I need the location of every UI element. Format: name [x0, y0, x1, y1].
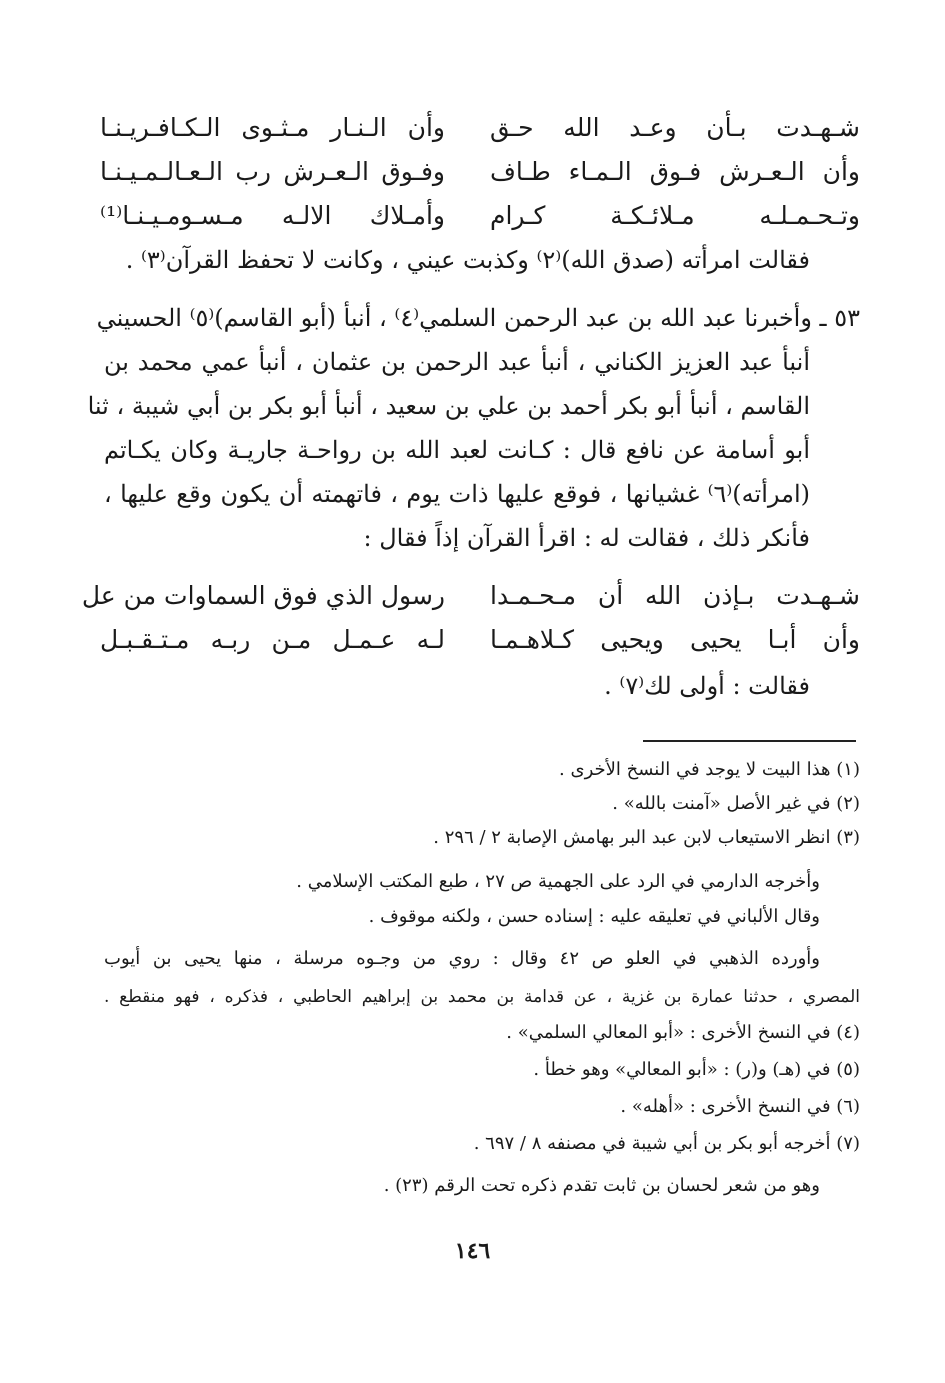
verse-right-hemistich: شـهـدت بـإذن الله أن مـحـمـدا — [490, 581, 860, 610]
narration-line: (امرأته)⁽٦⁾ غشيانها ، فوقع عليها ذات يوم ، فاتهمته أن يكون وقع عليها ، — [104, 480, 810, 508]
footnote-line: وأخرجه الدارمي في الرد على الجهمية ص ٢٧ ، طبع المكتب الإسلامي . — [296, 871, 820, 892]
footnote-line: (٤) في النسخ الأخرى : «أبو المعالي السلمي» . — [506, 1022, 860, 1043]
verse-left-hemistich: وأن الـنـار مـثـوى الـكـافـريـنـا — [100, 113, 445, 142]
footnote-line: (٥) في (هـ) و(ر) : «أبو المعالي» وهو خطأ . — [533, 1059, 860, 1080]
verse-right-hemistich: وأن أبـا يحيى ويحيى كـلاهـمـا — [490, 625, 860, 654]
footnote-line: (٧) أخرجه أبو بكر بن أبي شيبة في مصنفه ٨ / ٦٩٧ . — [473, 1133, 860, 1154]
verse-left-hemistich: لـه عـمـل مـن ربـه مـتـقـبـل — [100, 625, 445, 654]
narration-line: فأنكر ذلك ، فقالت له : اقرأ القرآن إذاً فقال : — [363, 524, 810, 552]
prose-line: فقالت : أولى لك⁽٧⁾ . — [604, 672, 810, 700]
footnote-line: وهو من شعر لحسان بن ثابت تقدم ذكره تحت الرقم (٢٣) . — [383, 1175, 820, 1196]
verse-left-hemistich: وأمـلاك الالـه مـسـومـيـنـا⁽¹⁾ — [100, 201, 445, 230]
page-number: ١٤٦ — [454, 1238, 491, 1264]
verse-right-hemistich: وأن الـعـرش فـوق الـمـاء طـاف — [490, 157, 860, 186]
footnote-line: وقال الألباني في تعليقه عليه : إسناده حسن ، ولكنه موقوف . — [368, 906, 820, 927]
verse-row — [100, 620, 860, 664]
poem-block-1 — [100, 108, 860, 240]
verse-right-hemistich: شـهـدت بـأن وعـد الله حـق — [490, 113, 860, 142]
verse-row — [100, 152, 860, 196]
poem-block-2 — [81, 576, 860, 664]
footnote-line: (٢) في غير الأصل «آمنت بالله» . — [612, 793, 860, 814]
verse-row — [81, 576, 860, 620]
prose-line: فقالت امرأته (صدق الله)⁽٢⁾ وكذبت عيني ، وكانت لا تحفظ القرآن⁽٣⁾ . — [125, 246, 810, 274]
footnote-line: (٦) في النسخ الأخرى : «أهله» . — [620, 1096, 860, 1117]
verse-row — [100, 108, 860, 152]
verse-left-hemistich: رسول الذي فوق السماوات من عل — [81, 581, 445, 610]
footnote-line: (٣) انظر الاستيعاب لابن عبد البر بهامش الإصابة ٢ / ٢٩٦ . — [433, 827, 860, 848]
verse-row — [100, 196, 860, 240]
narration-line: القاسم ، أنبأ أبو بكر أحمد بن علي بن سعيد ، أنبأ أبو بكر بن أبي شيبة ، ثنا — [87, 392, 810, 420]
footnote-separator — [643, 740, 856, 742]
footnote-line: المصري ، حدثنا عمارة بن غزية ، عن قدامة بن محمد بن إبراهيم الحاطبي ، فذكره ، فهو منقطع . — [104, 987, 860, 1007]
footnote-line: (١) هذا البيت لا يوجد في النسخ الأخرى . — [559, 759, 860, 780]
narration-line: أبو أسامة عن نافع قال : كـانت لعبد الله بن رواحـة جاريـة وكان يكـاتم — [104, 436, 811, 464]
verse-right-hemistich: وتـحـمـلـه مـلائـكـة كـرام — [490, 201, 860, 230]
footnote-line: وأورده الذهبي في العلو ص ٤٢ وقال : روي من وجـوه مرسلة ، منها يحيى بن أيوب — [104, 948, 820, 969]
narration-line: أنبأ عبد العزيز الكناني ، أنبأ عبد الرحمن بن عثمان ، أنبأ عمي محمد بن — [104, 348, 810, 376]
narration-line: ٥٣ ـ وأخبرنا عبد الله بن عبد الرحمن السلمي⁽٤⁾ ، أنبأ (أبو القاسم)⁽٥⁾ الحسيني — [96, 304, 860, 332]
verse-left-hemistich: وفـوق الـعـرش رب الـعـالـمـيـنـا — [100, 157, 445, 186]
